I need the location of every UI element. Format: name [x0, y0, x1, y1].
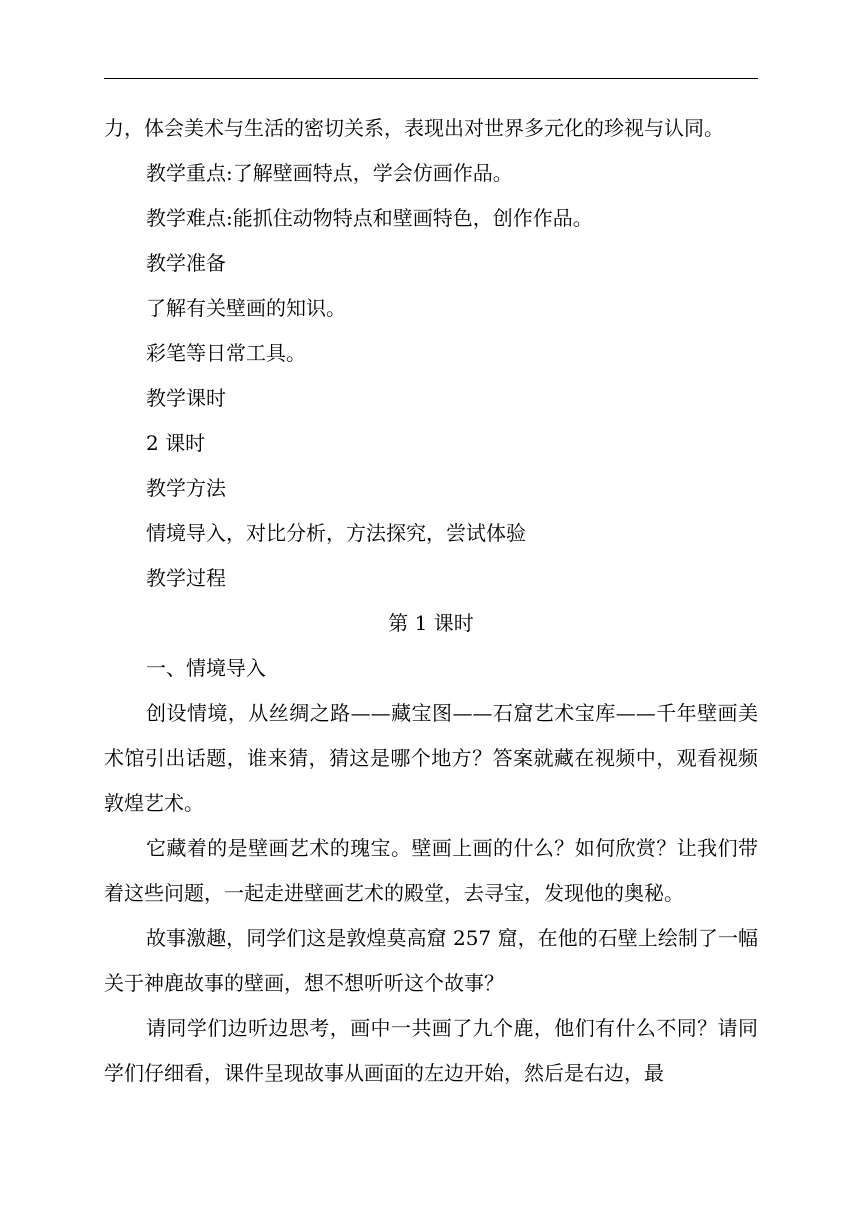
subsection-heading: 一、情境导入	[146, 656, 266, 680]
teaching-key-point: 教学重点:了解壁画特点，学会仿画作品。	[146, 161, 513, 185]
body-paragraph: 它藏着的是壁画艺术的瑰宝。壁画上画的什么？如何欣赏？让我们带着这些问题，一起走进壁画艺术的殿堂，去寻宝，发现他的奥秘。	[104, 836, 758, 905]
section-heading-process: 教学过程	[146, 566, 226, 590]
section-heading-class-hours: 教学课时	[146, 386, 226, 410]
methods-value: 情境导入，对比分析，方法探究，尝试体验	[146, 521, 526, 545]
section-heading-methods: 教学方法	[146, 476, 226, 500]
body-paragraph: 故事激趣，同学们这是敦煌莫高窟 257 窟，在他的石壁上绘制了一幅关于神鹿故事的壁画，想不想听听这个故事？	[104, 926, 758, 995]
body-paragraph: 请同学们边听边思考，画中一共画了九个鹿，他们有什么不同？请同学们仔细看，课件呈现故事从画面的左边开始，然后是右边，最	[104, 1016, 758, 1085]
teaching-difficulty: 教学难点:能抓住动物特点和壁画特色，创作作品。	[146, 206, 593, 230]
document-body	[104, 106, 758, 1096]
lesson-title: 第 1 课时	[388, 611, 474, 635]
paragraph-continuation: 力，体会美术与生活的密切关系，表现出对世界多元化的珍视与认同。	[104, 116, 724, 140]
preparation-item: 彩笔等日常工具。	[146, 341, 306, 365]
class-hours-value: 2 课时	[146, 431, 206, 455]
header-rule	[104, 78, 758, 79]
body-paragraph: 创设情境，从丝绸之路——藏宝图——石窟艺术宝库——千年壁画美术馆引出话题，谁来猜，猜这是哪个地方？答案就藏在视频中，观看视频敦煌艺术。	[104, 701, 758, 815]
preparation-item: 了解有关壁画的知识。	[146, 296, 346, 320]
section-heading-preparation: 教学准备	[146, 251, 226, 275]
